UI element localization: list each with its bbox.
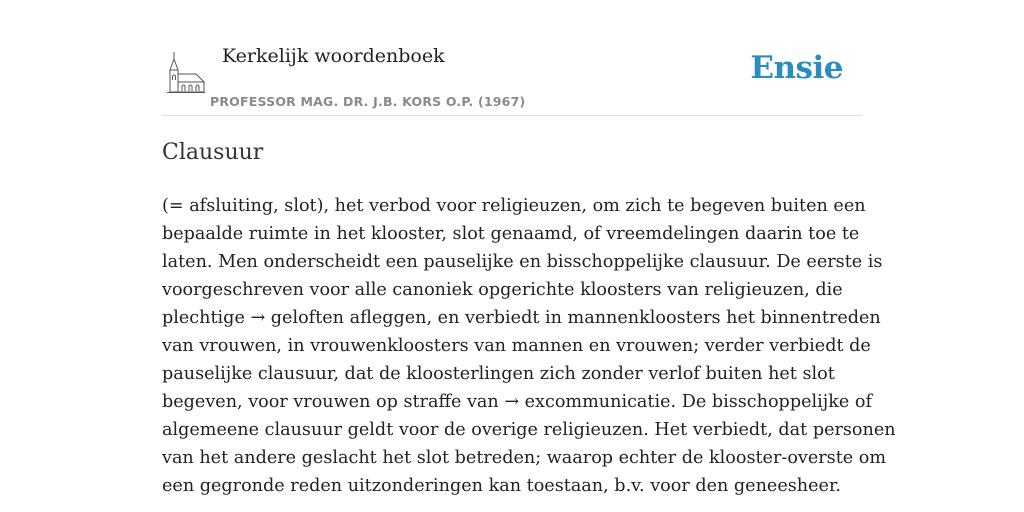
header: [162, 0, 862, 116]
entry-line: voorgeschreven voor alle canoniek opgerichte kloosters van religieuzen, die: [162, 280, 843, 300]
entry-line: begeven, voor vrouwen op straffe van → excommunicatie. De bisschoppelijke of: [162, 392, 872, 412]
entry-line: laten. Men onderscheidt een pauselijke en bisschoppelijke clausuur. De eerste is: [162, 252, 883, 272]
entry-line: bepaalde ruimte in het klooster, slot genaamd, of vreemdelingen daarin toe te: [162, 224, 860, 244]
page: [162, 0, 896, 512]
entry-line: van het andere geslacht het slot betreden; waarop echter de klooster-overste om: [162, 448, 887, 468]
book-author: PROFESSOR MAG. DR. J.B. KORS O.P. (1967): [210, 94, 526, 109]
entry-line: een gegronde reden uitzonderingen kan toestaan, b.v. voor den geneesheer.: [162, 476, 842, 496]
entry-line: algemeene clausuur geldt voor de overige religieuzen. Het verbiedt, dat personen: [162, 420, 896, 440]
brand-logo[interactable]: Ensie: [750, 50, 843, 86]
entry-line: plechtige → geloften afleggen, en verbiedt in mannenkloosters het binnentreden: [162, 308, 881, 328]
entry-line: (= afsluiting, slot), het verbod voor religieuzen, om zich te begeven buiten een: [162, 196, 866, 216]
church-icon[interactable]: [166, 50, 206, 94]
entry-line: van vrouwen, in vrouwenkloosters van mannen en vrouwen; verder verbiedt de: [162, 336, 871, 356]
book-title[interactable]: Kerkelijk woordenboek: [222, 45, 445, 67]
entry-line: pauselijke clausuur, dat de kloosterlingen zich zonder verlof buiten het slot: [162, 364, 835, 384]
entry-title: Clausuur: [162, 140, 264, 165]
entry-body: [162, 192, 896, 500]
